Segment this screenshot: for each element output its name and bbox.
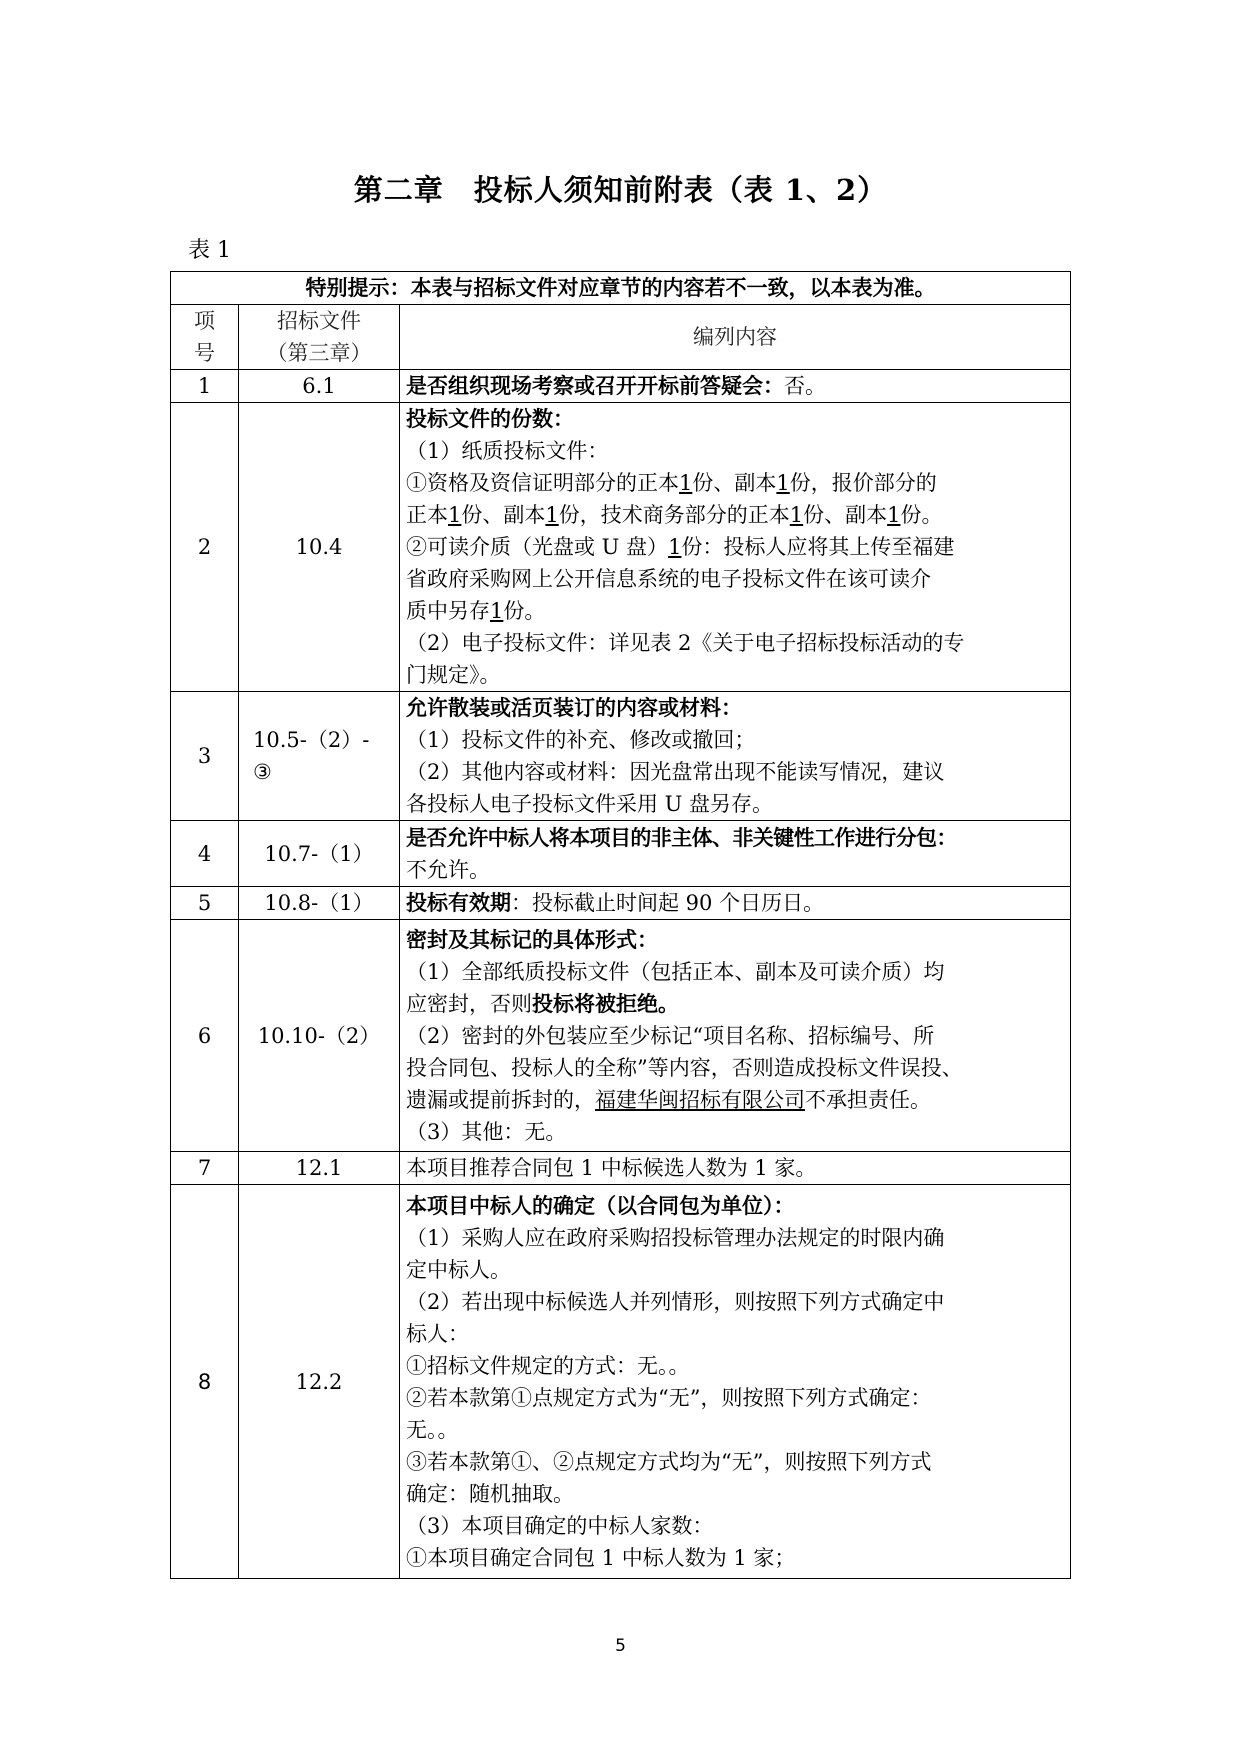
item-ref: 10.7-（1） [239, 821, 400, 887]
table-row [171, 403, 1071, 692]
item-content: 密封及其标记的具体形式： （1）全部纸质投标文件（包括正本、副本及可读介质）均 应密封，否则投标将被拒绝。 （2）密封的外包装应至少标记“项目名称、招标编号、所 投合同包、投标人的全称”等内容，否则造成投标文件误投、 遗漏或提前拆封的，福建华闽招标有限公司不承担责任。 （3）其他：无。 [400, 920, 1071, 1152]
table-label: 表 1 [188, 238, 231, 263]
table-row [171, 370, 1071, 403]
table-row [171, 821, 1071, 887]
header-item-no: 项 号 [171, 305, 239, 370]
item-no: 5 [171, 887, 239, 920]
table-row [171, 1152, 1071, 1185]
bidder-instructions-table [170, 271, 1071, 1579]
item-ref: 10.8-（1） [239, 887, 400, 920]
item-content: 是否组织现场考察或召开开标前答疑会：否。 [400, 370, 1071, 403]
item-ref: 10.4 [239, 403, 400, 692]
item-content: 投标文件的份数： （1）纸质投标文件： ①资格及资信证明部分的正本1份、副本1份，报价部分的 正本1份、副本1份，技术商务部分的正本1份、副本1份。 ②可读介质（光盘或 U 盘）1份：投标人应将其上传至福建 省政府采购网上公开信息系统的电子投标文件在该可读介 质中另存1份。 （2）电子投标文件：详见表 2《关于电子招标投标活动的专 门规定》。 [400, 403, 1071, 692]
table-row [171, 887, 1071, 920]
item-no: 7 [171, 1152, 239, 1185]
page-number: 5 [615, 1636, 626, 1656]
header-content: 编列内容 [400, 305, 1071, 370]
item-content: 是否允许中标人将本项目的非主体、非关键性工作进行分包： 不允许。 [400, 821, 1071, 887]
item-ref: 6.1 [239, 370, 400, 403]
special-notice: 特别提示：本表与招标文件对应章节的内容若不一致，以本表为准。 [171, 272, 1071, 305]
item-no: 2 [171, 403, 239, 692]
header-row [171, 305, 1071, 370]
agency-name: 福建华闽招标有限公司 [595, 1087, 805, 1112]
item-content: 本项目推荐合同包 1 中标候选人数为 1 家。 [400, 1152, 1071, 1185]
item-no: 3 [171, 692, 239, 821]
item-content: 允许散装或活页装订的内容或材料： （1）投标文件的补充、修改或撤回； （2）其他内容或材料：因光盘常出现不能读写情况，建议 各投标人电子投标文件采用 U 盘另存。 [400, 692, 1071, 821]
item-no: 4 [171, 821, 239, 887]
item-ref: 12.2 [239, 1185, 400, 1579]
page-title: 第二章 投标人须知前附表（表 1、2） [353, 173, 888, 207]
table-row [171, 692, 1071, 821]
notice-row [171, 272, 1071, 305]
item-content: 本项目中标人的确定（以合同包为单位）： （1）采购人应在政府采购招投标管理办法规定的时限内确 定中标人。 （2）若出现中标候选人并列情形，则按照下列方式确定中 标人： ①招标文件规定的方式：无。。 ②若本款第①点规定方式为“无”，则按照下列方式确定： 无。。 ③若本款第①、②点规定方式均为“无”，则按照下列方式 确定：随机抽取。 （3）本项目确定的中标人家数： ①本项目确定合同包 1 中标人数为 1 家； [400, 1185, 1071, 1579]
header-tender-doc: 招标文件 （第三章） [239, 305, 400, 370]
item-ref: 10.10-（2） [239, 920, 400, 1152]
item-ref: 10.5-（2）- ③ [239, 692, 400, 821]
item-no: 8 [171, 1185, 239, 1579]
item-no: 1 [171, 370, 239, 403]
item-no: 6 [171, 920, 239, 1152]
table-row [171, 920, 1071, 1152]
item-content: 投标有效期：投标截止时间起 90 个日历日。 [400, 887, 1071, 920]
item-ref: 12.1 [239, 1152, 400, 1185]
table-row [171, 1185, 1071, 1579]
